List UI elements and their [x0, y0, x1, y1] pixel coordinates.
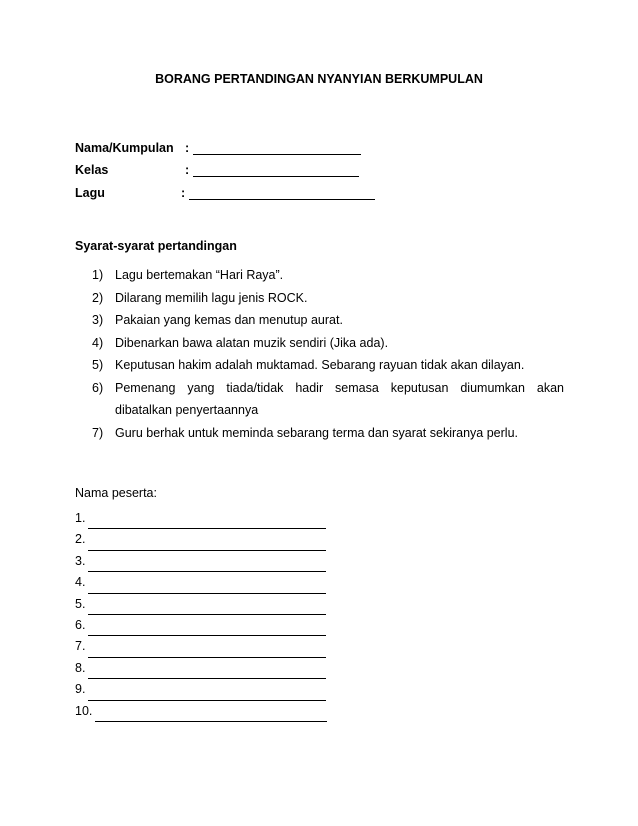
rule-text: Guru berhak untuk meminda sebarang terma dan syarat sekiranya perlu.	[115, 425, 518, 440]
participant-number: 8.	[75, 660, 86, 675]
rule-item	[92, 287, 564, 310]
rule-number: 2)	[92, 290, 104, 305]
participant-name-blank[interactable]	[88, 621, 326, 636]
participant-number: 1.	[75, 511, 86, 525]
participant-name-blank[interactable]	[88, 664, 326, 679]
form-title: BORANG PERTANDINGAN NYANYIAN BERKUMPULAN	[155, 72, 483, 86]
participant-name-blank[interactable]	[88, 536, 326, 551]
rule-item	[92, 332, 564, 355]
lagu-blank[interactable]	[189, 185, 375, 200]
participant-name-blank[interactable]	[88, 686, 326, 701]
rule-item	[92, 377, 564, 422]
rule-item	[92, 354, 564, 377]
participant-name-blank[interactable]	[88, 514, 326, 529]
field-colon: :	[185, 163, 190, 177]
rule-item	[92, 264, 564, 287]
participant-name-blank[interactable]	[88, 643, 326, 658]
participant-row	[75, 529, 327, 550]
rule-item	[92, 422, 564, 445]
participant-number: 10.	[75, 703, 93, 718]
participant-row	[75, 615, 327, 636]
participant-number: 2.	[75, 532, 86, 547]
participant-name-blank[interactable]	[88, 557, 326, 572]
rules-heading: Syarat-syarat pertandingan	[75, 239, 237, 253]
participants-list	[75, 508, 327, 722]
participant-row	[75, 636, 327, 657]
field-nama-kumpulan	[75, 140, 361, 155]
participant-row	[75, 508, 327, 529]
rule-text: Pemenang yang tiada/tidak hadir semasa keputusan diumumkan akan	[115, 380, 564, 395]
field-label: Nama/Kumpulan	[75, 141, 174, 155]
rule-text: Pakaian yang kemas dan menutup aurat.	[115, 313, 343, 327]
rule-number: 3)	[92, 313, 104, 327]
rule-number: 5)	[92, 358, 104, 372]
field-colon: :	[181, 186, 186, 200]
field-label: Lagu	[75, 186, 105, 200]
rule-item	[92, 309, 564, 332]
field-colon: :	[185, 141, 190, 155]
participant-row	[75, 679, 327, 700]
participant-number: 4.	[75, 575, 86, 590]
participants-heading: Nama peserta:	[75, 486, 157, 500]
participant-name-blank[interactable]	[95, 707, 327, 722]
rule-number: 7)	[92, 425, 104, 440]
field-kelas	[75, 162, 359, 177]
nama-kumpulan-blank[interactable]	[193, 140, 361, 155]
rule-number: 4)	[92, 335, 104, 350]
participant-number: 7.	[75, 639, 86, 654]
rule-text: Lagu bertemakan “Hari Raya”.	[115, 268, 284, 282]
participant-number: 9.	[75, 682, 86, 697]
participant-number: 5.	[75, 596, 86, 611]
rule-text: Keputusan hakim adalah muktamad. Sebarang rayuan tidak akan dilayan.	[115, 358, 525, 372]
participant-row	[75, 701, 327, 722]
participant-name-blank[interactable]	[88, 579, 326, 594]
rule-number: 1)	[92, 268, 104, 282]
field-label: Kelas	[75, 163, 109, 177]
field-lagu	[75, 185, 375, 200]
rule-text-continued: dibatalkan penyertaannya	[115, 403, 259, 417]
rules-list	[92, 264, 564, 444]
participant-row	[75, 658, 327, 679]
participant-row	[75, 572, 327, 593]
rule-text: Dilarang memilih lagu jenis ROCK.	[115, 290, 308, 305]
participant-name-blank[interactable]	[88, 600, 326, 615]
participant-number: 3.	[75, 553, 86, 568]
kelas-blank[interactable]	[193, 162, 359, 177]
rule-text: Dibenarkan bawa alatan muzik sendiri (Jika ada).	[115, 335, 389, 350]
participant-number: 6.	[75, 617, 86, 632]
rule-number: 6)	[92, 380, 104, 395]
participant-row	[75, 551, 327, 572]
participant-row	[75, 594, 327, 615]
